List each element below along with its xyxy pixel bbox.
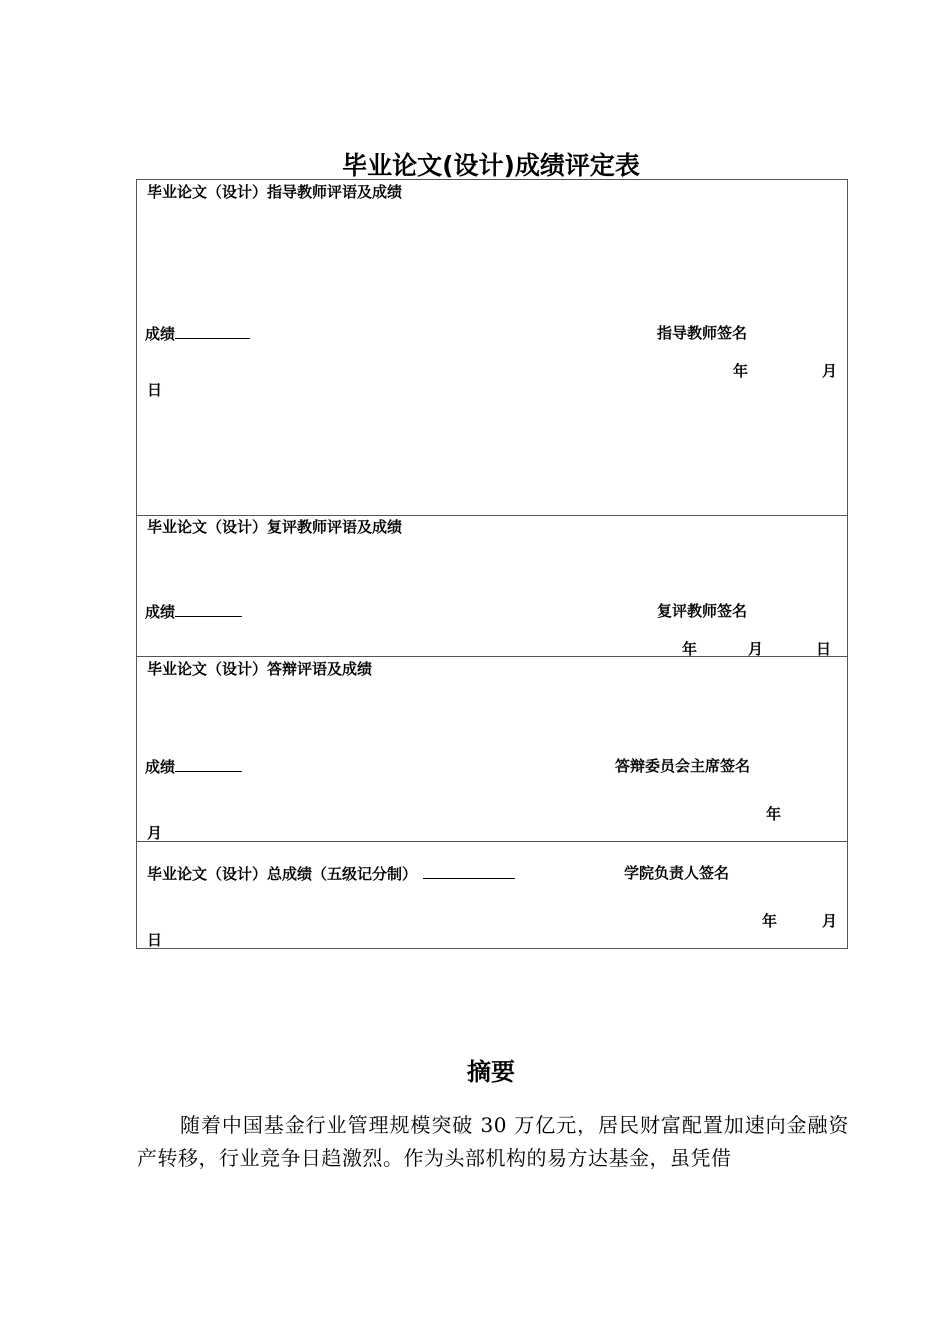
defense-year: 年 — [766, 805, 782, 823]
advisor-month: 月 — [822, 362, 838, 380]
reviewer-day: 日 — [816, 640, 832, 658]
defense-signature-label: 答辩委员会主席签名 — [615, 757, 751, 775]
form-title: 毕业论文(设计)成绩评定表 — [342, 151, 640, 180]
reviewer-grade[interactable] — [145, 602, 242, 621]
advisor-section — [137, 180, 847, 515]
reviewer-grade-blank[interactable] — [175, 602, 242, 617]
evaluation-form — [136, 179, 848, 949]
defense-grade[interactable] — [145, 757, 242, 776]
reviewer-month: 月 — [748, 640, 764, 658]
advisor-grade-blank[interactable] — [175, 324, 250, 339]
reviewer-year: 年 — [682, 640, 698, 658]
total-month: 月 — [822, 912, 838, 930]
reviewer-heading: 毕业论文（设计）复评教师评语及成绩 — [147, 518, 403, 536]
defense-heading: 毕业论文（设计）答辩评语及成绩 — [147, 660, 373, 678]
total-signature-label: 学院负责人签名 — [624, 864, 730, 882]
advisor-grade-label: 成绩 — [145, 325, 176, 343]
abstract-paragraph: 随着中国基金行业管理规模突破 30 万亿元，居民财富配置加速向金融资产转移，行业竞争日趋激烈。作为头部机构的易方达基金，虽凭借 — [137, 1113, 849, 1170]
defense-month: 月 — [147, 824, 163, 842]
defense-grade-label: 成绩 — [145, 758, 176, 776]
reviewer-section — [137, 515, 847, 657]
advisor-heading: 毕业论文（设计）指导教师评语及成绩 — [147, 183, 403, 201]
defense-section — [137, 656, 847, 842]
total-heading: 毕业论文（设计）总成绩（五级记分制） — [147, 865, 418, 883]
total-grade-blank[interactable] — [423, 864, 515, 879]
abstract-title: 摘要 — [467, 1058, 515, 1086]
total-grade[interactable] — [147, 864, 515, 883]
advisor-grade[interactable] — [145, 324, 250, 343]
total-day: 日 — [147, 931, 163, 949]
reviewer-signature-label: 复评教师签名 — [657, 602, 748, 620]
total-year: 年 — [762, 912, 778, 930]
advisor-year: 年 — [733, 362, 749, 380]
advisor-day: 日 — [147, 381, 163, 399]
advisor-signature-label: 指导教师签名 — [657, 324, 748, 342]
total-section — [137, 841, 847, 949]
defense-grade-blank[interactable] — [175, 757, 242, 772]
reviewer-grade-label: 成绩 — [145, 603, 176, 621]
